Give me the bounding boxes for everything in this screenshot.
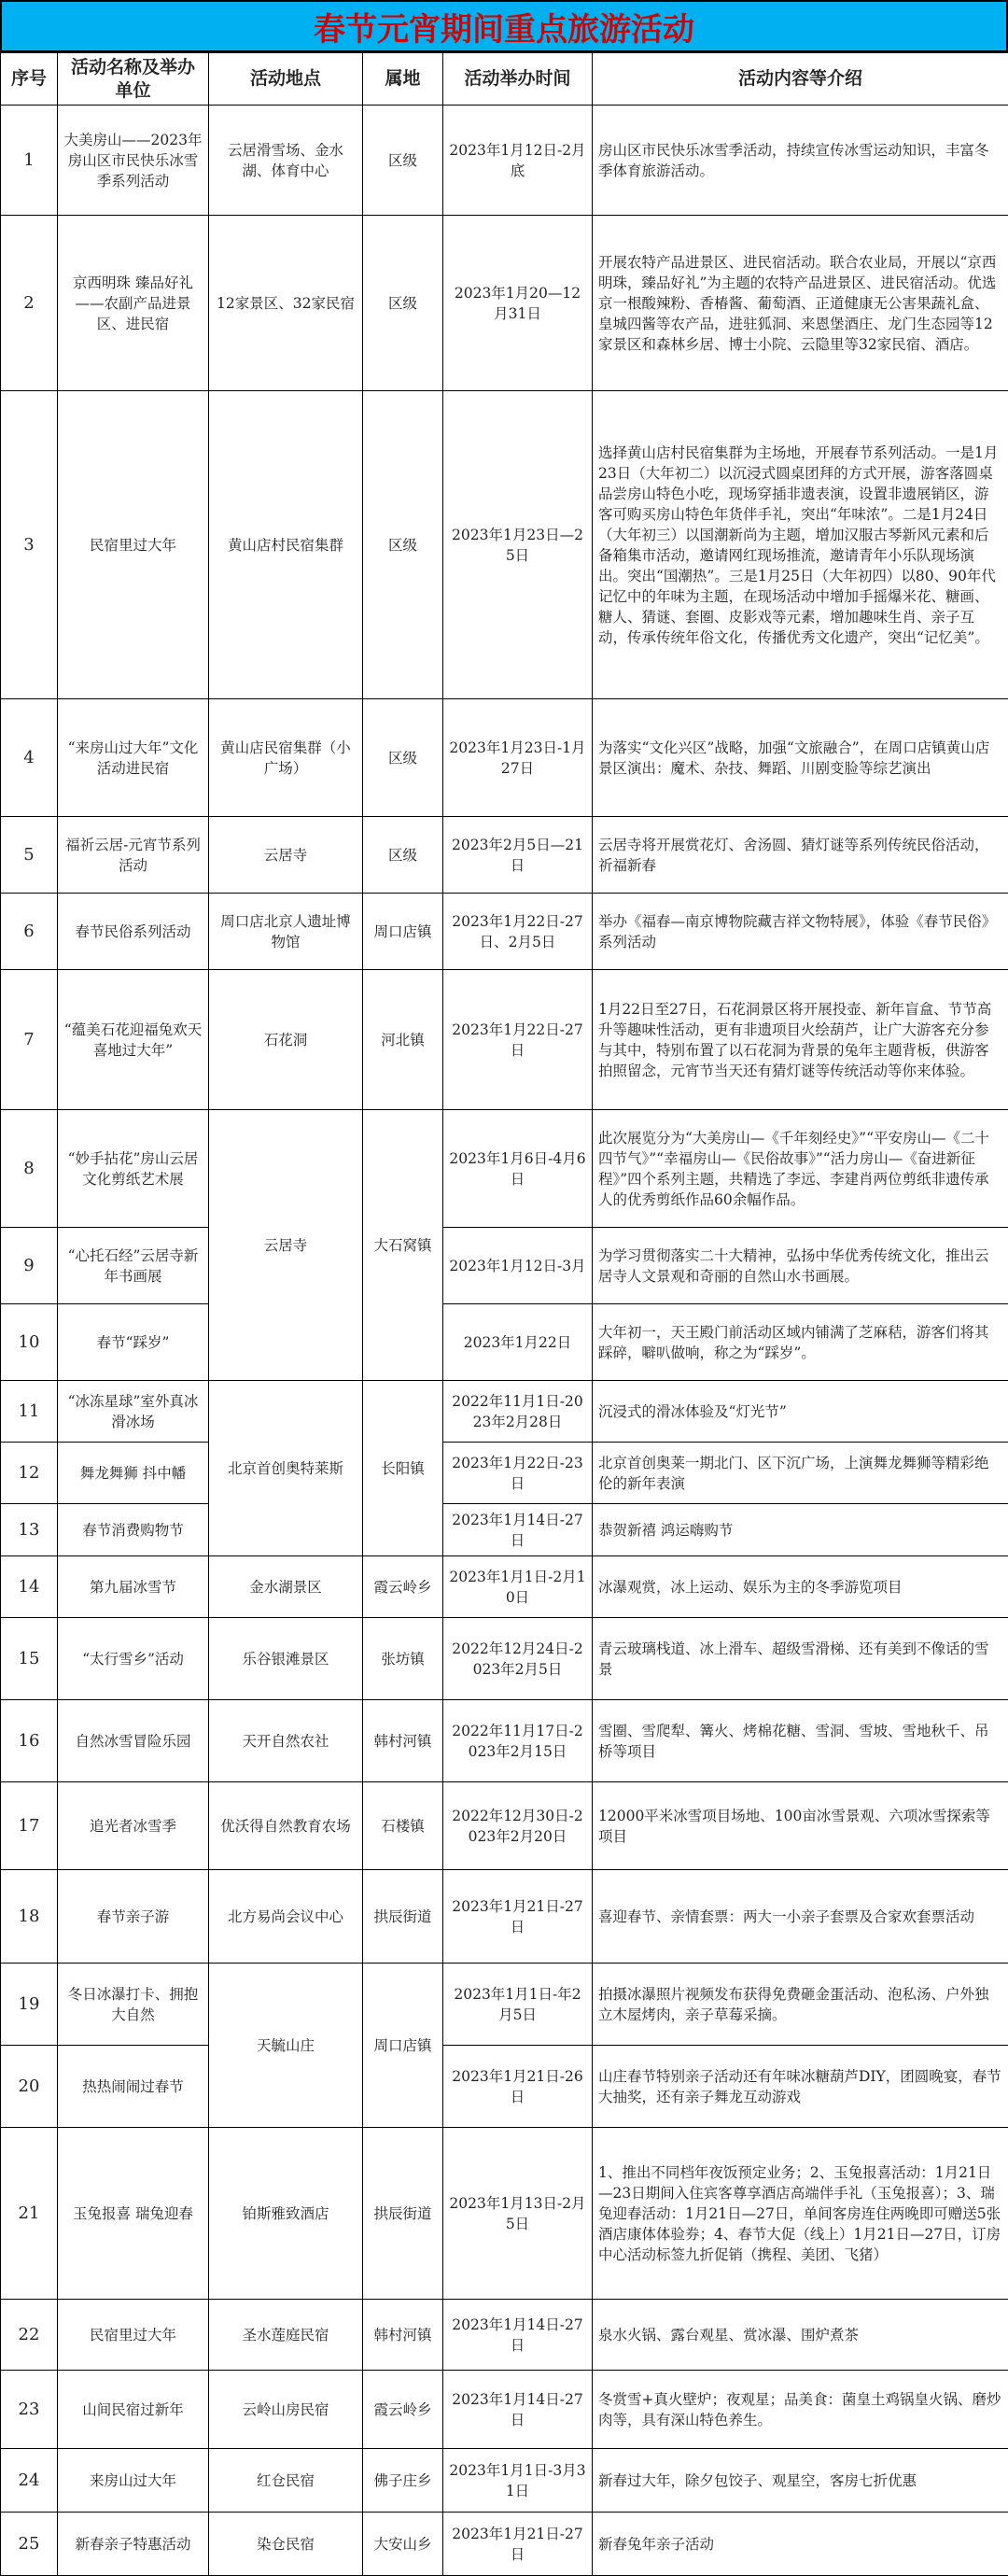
row-desc: 泉水火锅、露台观星、赏冰瀑、围炉煮茶 — [593, 2300, 1008, 2371]
row-index: 6 — [1, 894, 58, 970]
row-index: 24 — [1, 2449, 58, 2513]
row-desc: 举办《福春—南京博物院藏吉祥文物特展》，体验《春节民俗》系列活动 — [593, 894, 1008, 970]
row-index: 12 — [1, 1443, 58, 1504]
row-area: 张坊镇 — [363, 1618, 443, 1700]
row-name: “蕴美石花迎福兔欢天喜地过大年” — [58, 970, 209, 1110]
row-name: 新春亲子特惠活动 — [58, 2513, 209, 2576]
row-time: 2023年1月1日-2月10日 — [443, 1556, 593, 1618]
row-desc: 喜迎春节、亲情套票：两大一小亲子套票及合家欢套票活动 — [593, 1870, 1008, 1964]
row-place: 12家景区、32家民宿 — [209, 216, 363, 391]
table-row — [1, 2513, 1008, 2576]
table-row — [1, 216, 1008, 391]
table-row — [1, 894, 1008, 970]
row-place: 云居寺 — [209, 817, 363, 894]
table-row — [1, 1700, 1008, 1782]
row-index: 5 — [1, 817, 58, 894]
row-time: 2023年1月14日-27日 — [443, 2300, 593, 2371]
row-index: 1 — [1, 106, 58, 216]
row-index: 9 — [1, 1228, 58, 1304]
row-area: 周口店镇 — [363, 894, 443, 970]
row-index: 17 — [1, 1782, 58, 1870]
row-place: 红仓民宿 — [209, 2449, 363, 2513]
table-row — [1, 1504, 1008, 1556]
row-name: “来房山过大年”文化活动进民宿 — [58, 699, 209, 817]
row-desc: 云居寺将开展赏花灯、舍汤圆、猜灯谜等系列传统民俗活动，祈福新春 — [593, 817, 1008, 894]
header-name: 活动名称及举办单位 — [58, 53, 209, 106]
row-desc: 1、推出不同档年夜饭预定业务；2、玉兔报喜活动：1月21日—23日期间入住宾客尊享酒店高端伴手礼（玉兔报喜）；3、瑞兔迎春活动：1月21日—27日，单间客房连住两晚即可赠送5张酒店康体体验券；4、春节大促（线上）1月21日—27日，订房中心活动标签九折促销（携程、美团、飞猪） — [593, 2128, 1008, 2300]
row-area: 韩村河镇 — [363, 2300, 443, 2371]
row-area: 佛子庄乡 — [363, 2449, 443, 2513]
row-desc: 北京首创奥莱一期北门、区下沉广场，上演舞龙舞狮等精彩绝伦的新年表演 — [593, 1443, 1008, 1504]
row-time: 2022年11月17日-2023年2月15日 — [443, 1700, 593, 1782]
row-place: 优沃得自然教育农场 — [209, 1782, 363, 1870]
row-area-merged: 周口店镇 — [363, 1964, 443, 2128]
table-row — [1, 699, 1008, 817]
row-place: 云居滑雪场、金水湖、体育中心 — [209, 106, 363, 216]
row-name: 春节消费购物节 — [58, 1504, 209, 1556]
table-row — [1, 1381, 1008, 1443]
row-desc: 青云玻璃栈道、冰上滑车、超级雪滑梯、还有美到不像话的雪景 — [593, 1618, 1008, 1700]
row-place: 天开自然农社 — [209, 1700, 363, 1782]
row-name: 春节亲子游 — [58, 1870, 209, 1964]
table-row — [1, 1228, 1008, 1304]
row-place-merged: 天毓山庄 — [209, 1964, 363, 2128]
row-index: 4 — [1, 699, 58, 817]
row-index: 19 — [1, 1964, 58, 2046]
row-time: 2023年1月21日-27日 — [443, 2513, 593, 2576]
row-index: 13 — [1, 1504, 58, 1556]
row-index: 7 — [1, 970, 58, 1110]
header-area: 属地 — [363, 53, 443, 106]
row-place: 北方易尚会议中心 — [209, 1870, 363, 1964]
row-area: 区级 — [363, 106, 443, 216]
row-name: 山间民宿过新年 — [58, 2371, 209, 2449]
row-area: 区级 — [363, 216, 443, 391]
row-area: 石楼镇 — [363, 1782, 443, 1870]
row-time: 2023年1月21日-26日 — [443, 2046, 593, 2128]
row-area-merged: 大石窝镇 — [363, 1110, 443, 1381]
row-name: “太行雪乡”活动 — [58, 1618, 209, 1700]
row-name: “妙手拈花”房山云居文化剪纸艺术展 — [58, 1110, 209, 1228]
row-name: 冬日冰瀑打卡、拥抱大自然 — [58, 1964, 209, 2046]
row-index: 25 — [1, 2513, 58, 2576]
table-row — [1, 1964, 1008, 2046]
header-place: 活动地点 — [209, 53, 363, 106]
row-place: 黄山店民宿集群（小广场） — [209, 699, 363, 817]
table-row — [1, 1870, 1008, 1964]
table-row — [1, 1618, 1008, 1700]
row-desc: 恭贺新禧 鸿运嗨购节 — [593, 1504, 1008, 1556]
row-time: 2023年1月13日-2月5日 — [443, 2128, 593, 2300]
row-index: 20 — [1, 2046, 58, 2128]
row-desc: 开展农特产品进景区、进民宿活动。联合农业局，开展以“京西明珠，臻品好礼”为主题的农特产品进景区、进民宿活动。优选京一根酸辣粉、香椿酱、葡萄酒、正道健康无公害果蔬礼盒、皇城四酱等农产品，进驻狐洞、来恩堡酒庄、龙门生态园等12家景区和森林乡居、博士小院、云隐里等32家民宿、酒店。 — [593, 216, 1008, 391]
row-time: 2023年1月23日—25日 — [443, 391, 593, 699]
row-place: 周口店北京人遗址博物馆 — [209, 894, 363, 970]
row-index: 18 — [1, 1870, 58, 1964]
row-name: 民宿里过大年 — [58, 2300, 209, 2371]
row-name: 福祈云居-元宵节系列活动 — [58, 817, 209, 894]
row-name: “心托石经”云居寺新年书画展 — [58, 1228, 209, 1304]
row-name: 京西明珠 臻品好礼——农副产品进景区、进民宿 — [58, 216, 209, 391]
table-row — [1, 391, 1008, 699]
table-row — [1, 1556, 1008, 1618]
row-desc: 为学习贯彻落实二十大精神，弘扬中华优秀传统文化，推出云居寺人文景观和奇丽的自然山水书画展。 — [593, 1228, 1008, 1304]
header-index: 序号 — [1, 53, 58, 106]
row-desc: 新春兔年亲子活动 — [593, 2513, 1008, 2576]
row-desc: 此次展览分为“大美房山—《千年刻经史》”“平安房山—《二十四节气》”“幸福房山—《民俗故事》”“活力房山—《奋进新征程》”四个系列主题，共精选了李远、李建肖两位剪纸非遗传承人的优秀剪纸作品60余幅作品。 — [593, 1110, 1008, 1228]
row-time: 2023年1月14日-27日 — [443, 1504, 593, 1556]
row-name: 春节民俗系列活动 — [58, 894, 209, 970]
row-desc: 冰瀑观赏，冰上运动、娱乐为主的冬季游览项目 — [593, 1556, 1008, 1618]
row-index: 14 — [1, 1556, 58, 1618]
row-time: 2023年1月6日-4月6日 — [443, 1110, 593, 1228]
row-time: 2023年1月22日-23日 — [443, 1443, 593, 1504]
row-place: 金水湖景区 — [209, 1556, 363, 1618]
row-time: 2023年1月1日-年2月5日 — [443, 1964, 593, 2046]
row-name: 第九届冰雪节 — [58, 1556, 209, 1618]
row-time: 2023年1月21日-27日 — [443, 1870, 593, 1964]
table-row — [1, 1304, 1008, 1381]
row-desc: 山庄春节特别亲子活动还有年味冰糖葫芦DIY，团圆晚宴，春节大抽奖，还有亲子舞龙互动游戏 — [593, 2046, 1008, 2128]
row-desc: 新春过大年，除夕包饺子、观星空，客房七折优惠 — [593, 2449, 1008, 2513]
row-desc: 雪圈、雪爬犁、篝火、烤棉花糖、雪洞、雪坡、雪地秋千、吊桥等项目 — [593, 1700, 1008, 1782]
row-name: 追光者冰雪季 — [58, 1782, 209, 1870]
row-place-merged: 云居寺 — [209, 1110, 363, 1381]
row-index: 16 — [1, 1700, 58, 1782]
row-index: 23 — [1, 2371, 58, 2449]
row-time: 2023年1月23日-1月27日 — [443, 699, 593, 817]
row-time: 2022年12月30日-2023年2月20日 — [443, 1782, 593, 1870]
row-desc: 1月22日至27日，石花洞景区将开展投壶、新年盲盒、节节高升等趣味性活动，更有非遗项目火绘葫芦，让广大游客充分参与其中，特别布置了以石花洞为背景的兔年主题背板，供游客拍照留念，元宵节当天还有猜灯谜等传统活动等你来体验。 — [593, 970, 1008, 1110]
row-index: 22 — [1, 2300, 58, 2371]
row-place: 染仓民宿 — [209, 2513, 363, 2576]
row-place: 云岭山房民宿 — [209, 2371, 363, 2449]
table-row — [1, 1110, 1008, 1228]
row-index: 11 — [1, 1381, 58, 1443]
table-row — [1, 2371, 1008, 2449]
row-area: 大安山乡 — [363, 2513, 443, 2576]
row-area: 区级 — [363, 699, 443, 817]
activities-table — [0, 52, 1008, 2576]
row-desc: 12000平米冰雪项目场地、100亩冰雪景观、六项冰雪探索等项目 — [593, 1782, 1008, 1870]
row-area: 区级 — [363, 817, 443, 894]
row-time: 2023年1月22日 — [443, 1304, 593, 1381]
row-time: 2023年2月5日—21日 — [443, 817, 593, 894]
table-row — [1, 2046, 1008, 2128]
row-place: 乐谷银滩景区 — [209, 1618, 363, 1700]
row-index: 15 — [1, 1618, 58, 1700]
row-desc: 拍摄冰瀑照片视频发布获得免费砸金蛋活动、泡私汤、户外独立木屋烤肉，亲子草莓采摘。 — [593, 1964, 1008, 2046]
row-index: 2 — [1, 216, 58, 391]
row-name: 来房山过大年 — [58, 2449, 209, 2513]
row-time: 2023年1月1日-3月31日 — [443, 2449, 593, 2513]
header-time: 活动举办时间 — [443, 53, 593, 106]
row-time: 2023年1月14日-27日 — [443, 2371, 593, 2449]
row-name: 春节“踩岁” — [58, 1304, 209, 1381]
row-place: 黄山店村民宿集群 — [209, 391, 363, 699]
row-time: 2023年1月12日-3月 — [443, 1228, 593, 1304]
row-index: 21 — [1, 2128, 58, 2300]
row-time: 2023年1月22日-27日 — [443, 970, 593, 1110]
row-area: 河北镇 — [363, 970, 443, 1110]
row-time: 2022年11月1日-2023年2月28日 — [443, 1381, 593, 1443]
row-desc: 沉浸式的滑冰体验及“灯光节” — [593, 1381, 1008, 1443]
table-row — [1, 106, 1008, 216]
row-name: 玉兔报喜 瑞兔迎春 — [58, 2128, 209, 2300]
row-area: 霞云岭乡 — [363, 2371, 443, 2449]
row-name: 舞龙舞狮 抖中幡 — [58, 1443, 209, 1504]
row-area-merged: 长阳镇 — [363, 1381, 443, 1556]
row-name: 民宿里过大年 — [58, 391, 209, 699]
row-place-merged: 北京首创奥特莱斯 — [209, 1381, 363, 1556]
row-desc: 大年初一，天王殿门前活动区域内铺满了芝麻秸，游客们将其踩碎，噼叭做响，称之为“踩岁”。 — [593, 1304, 1008, 1381]
row-time: 2023年1月20—12月31日 — [443, 216, 593, 391]
table-row — [1, 1782, 1008, 1870]
row-desc: 冬赏雪+真火壁炉；夜观星；品美食：菌皇土鸡锅皇火锅、磨炒肉等，具有深山特色养生。 — [593, 2371, 1008, 2449]
row-area: 韩村河镇 — [363, 1700, 443, 1782]
table-row — [1, 2128, 1008, 2300]
table-header-row — [1, 53, 1008, 106]
table-row — [1, 2449, 1008, 2513]
row-place: 铂斯雅致酒店 — [209, 2128, 363, 2300]
row-name: 热热闹闹过春节 — [58, 2046, 209, 2128]
row-time: 2023年1月12日-2月底 — [443, 106, 593, 216]
row-area: 区级 — [363, 391, 443, 699]
row-index: 10 — [1, 1304, 58, 1381]
row-place: 石花洞 — [209, 970, 363, 1110]
row-desc: 为落实“文化兴区”战略，加强“文旅融合”，在周口店镇黄山店景区演出：魔术、杂技、舞蹈、川剧变脸等综艺演出 — [593, 699, 1008, 817]
row-name: 自然冰雪冒险乐园 — [58, 1700, 209, 1782]
table-row — [1, 817, 1008, 894]
row-time: 2022年12月24日-2023年2月5日 — [443, 1618, 593, 1700]
page-title: 春节元宵期间重点旅游活动 — [0, 0, 1008, 52]
row-index: 3 — [1, 391, 58, 699]
header-desc: 活动内容等介绍 — [593, 53, 1008, 106]
row-index: 8 — [1, 1110, 58, 1228]
table-row — [1, 2300, 1008, 2371]
row-desc: 房山区市民快乐冰雪季活动，持续宣传冰雪运动知识，丰富冬季体育旅游活动。 — [593, 106, 1008, 216]
row-area: 拱辰街道 — [363, 2128, 443, 2300]
table-row — [1, 1443, 1008, 1504]
row-desc: 选择黄山店村民宿集群为主场地，开展春节系列活动。一是1月23日（大年初二）以沉浸式圆桌团拜的方式开展，游客落圆桌品尝房山特色小吃，现场穿插非遗表演，设置非遗展销区，游客可购买房山特色年货伴手礼，突出“年味浓”。二是1月24日（大年初三）以国潮新尚为主题，增加汉服古琴新风元素和后备箱集市活动，邀请网红现场推流，邀请青年小乐队现场演出。突出“国潮热”。三是1月25日（大年初四）以80、90年代记忆中的年味为主题，在现场活动中增加手摇爆米花、糖画、糖人、猜谜、套圈、皮影戏等元素，增加趣味生肖、亲子互动，传承传统年俗文化，传播优秀文化遗产，突出“记忆美”。 — [593, 391, 1008, 699]
row-place: 圣水莲庭民宿 — [209, 2300, 363, 2371]
row-area: 霞云岭乡 — [363, 1556, 443, 1618]
table-row — [1, 970, 1008, 1110]
row-time: 2023年1月22日-27日、2月5日 — [443, 894, 593, 970]
row-name: “冰冻星球”室外真冰滑冰场 — [58, 1381, 209, 1443]
row-area: 拱辰街道 — [363, 1870, 443, 1964]
row-name: 大美房山——2023年房山区市民快乐冰雪季系列活动 — [58, 106, 209, 216]
